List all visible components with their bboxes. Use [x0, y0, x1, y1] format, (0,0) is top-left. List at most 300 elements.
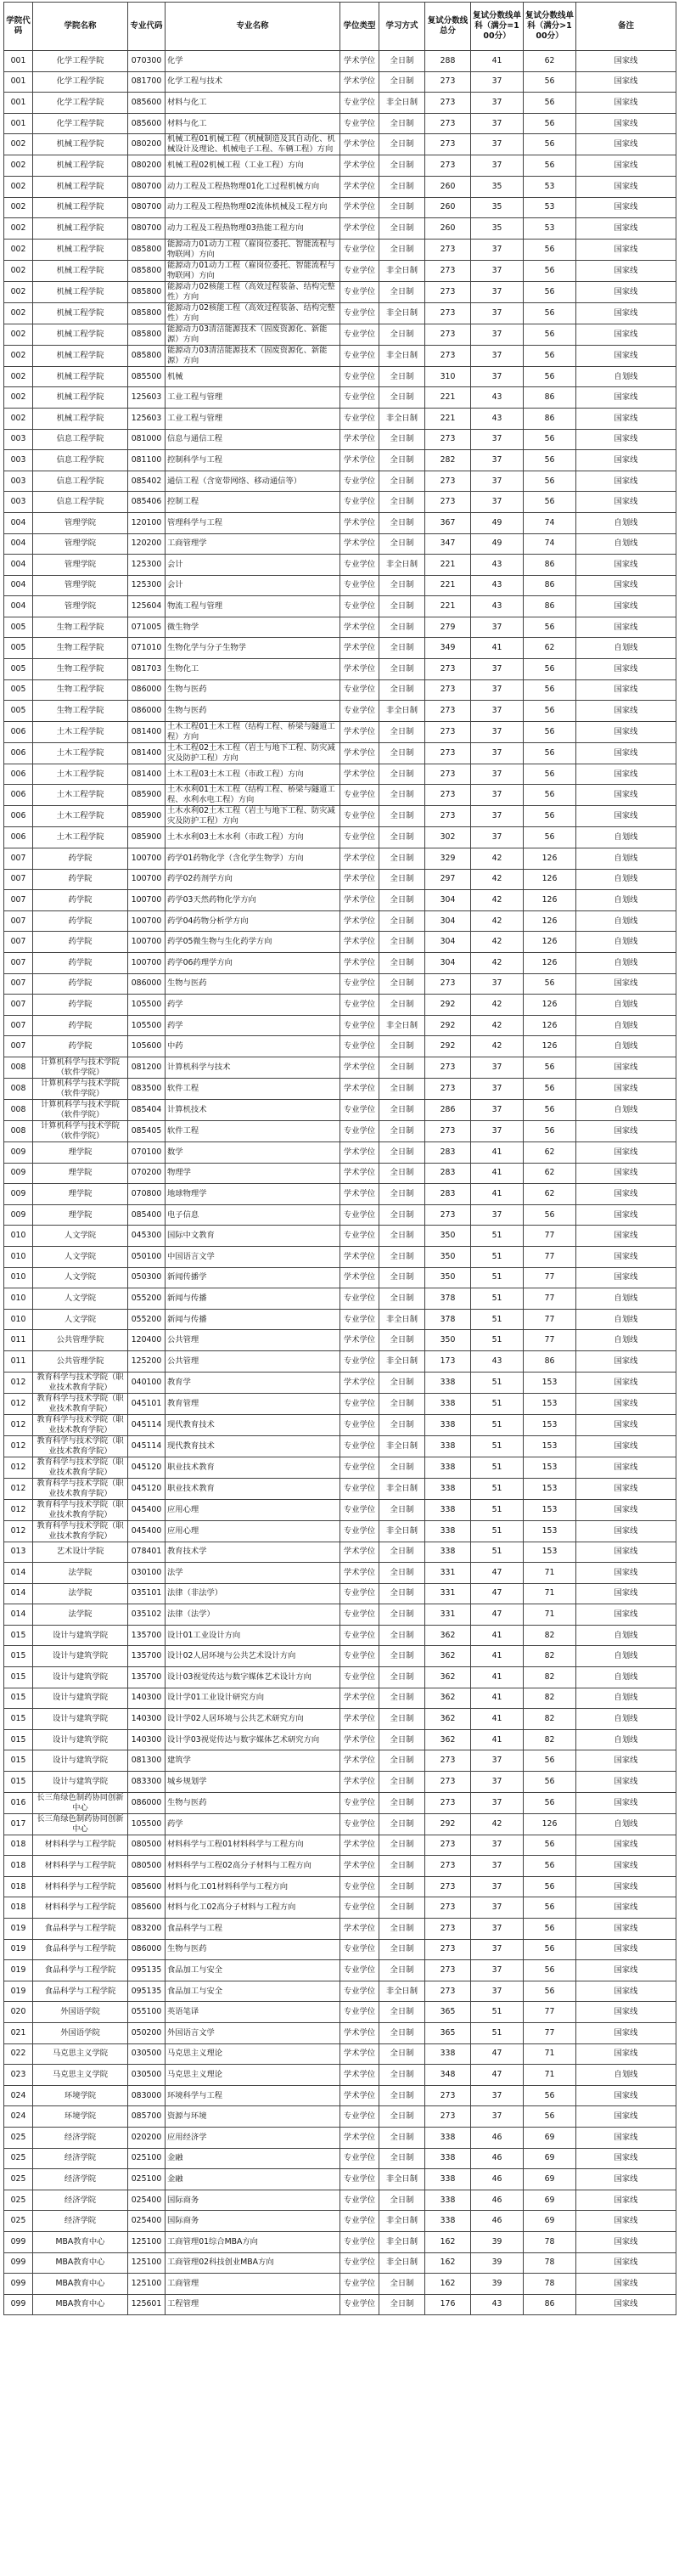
college-name-cell: 教育科学与技术学院（职业技术教育学院）	[33, 1372, 128, 1393]
single-line-100-cell: 51	[471, 1414, 524, 1435]
degree-type-cell: 专业学位	[340, 281, 379, 302]
major-code-cell: 095135	[128, 1960, 166, 1981]
single-line-150-cell: 82	[524, 1646, 576, 1667]
major-name-cell: 会计	[166, 575, 340, 596]
single-line-150-cell: 56	[524, 1057, 576, 1078]
study-mode-cell: 全日制	[379, 1372, 425, 1393]
college-name-cell: 信息工程学院	[33, 492, 128, 513]
study-mode-cell: 全日制	[379, 2127, 425, 2148]
college-name-cell: 机械工程学院	[33, 302, 128, 324]
total-line-cell: 338	[425, 1499, 471, 1520]
study-mode-cell: 非全日制	[379, 1350, 425, 1372]
remark-cell: 国家线	[576, 1563, 676, 1584]
degree-type-cell: 专业学位	[340, 2211, 379, 2232]
college-code-cell: 003	[4, 429, 33, 450]
college-code-cell: 007	[4, 869, 33, 890]
total-line-cell: 162	[425, 2274, 471, 2295]
degree-type-cell: 学术学位	[340, 1919, 379, 1940]
total-line-cell: 273	[425, 260, 471, 281]
study-mode-cell: 全日制	[379, 533, 425, 555]
total-line-cell: 273	[425, 1919, 471, 1940]
college-code-cell: 005	[4, 617, 33, 638]
single-line-150-cell: 126	[524, 1036, 576, 1057]
college-code-cell: 010	[4, 1246, 33, 1267]
study-mode-cell: 全日制	[379, 827, 425, 848]
single-line-100-cell: 51	[471, 1520, 524, 1542]
college-name-cell: 药学院	[33, 1015, 128, 1036]
single-line-150-cell: 56	[524, 1897, 576, 1919]
college-code-cell: 002	[4, 324, 33, 345]
major-code-cell: 085900	[128, 785, 166, 806]
major-code-cell: 020200	[128, 2127, 166, 2148]
total-line-cell: 329	[425, 848, 471, 870]
degree-type-cell: 专业学位	[340, 2148, 379, 2169]
single-line-100-cell: 37	[471, 366, 524, 387]
college-code-cell: 019	[4, 1939, 33, 1960]
degree-type-cell: 专业学位	[340, 260, 379, 281]
table-row	[4, 1981, 676, 2002]
college-name-cell: 生物工程学院	[33, 617, 128, 638]
study-mode-cell: 非全日制	[379, 345, 425, 366]
major-code-cell: 045400	[128, 1520, 166, 1542]
single-line-100-cell: 46	[471, 2148, 524, 2169]
remark-cell: 自划线	[576, 1288, 676, 1310]
single-line-150-cell: 56	[524, 721, 576, 742]
single-line-100-cell: 51	[471, 1330, 524, 1351]
major-name-cell: 物流工程与管理	[166, 596, 340, 617]
study-mode-cell: 非全日制	[379, 1520, 425, 1542]
single-line-150-cell: 153	[524, 1393, 576, 1414]
table-row	[4, 1646, 676, 1667]
remark-cell: 国家线	[576, 51, 676, 72]
college-name-cell: 计算机科学与技术学院（软件学院）	[33, 1099, 128, 1120]
table-row	[4, 93, 676, 114]
college-code-cell: 012	[4, 1478, 33, 1499]
major-name-cell: 新闻与传播	[166, 1288, 340, 1310]
college-name-cell: 马克思主义学院	[33, 2065, 128, 2086]
table-row	[4, 260, 676, 281]
single-line-150-cell: 56	[524, 1078, 576, 1099]
study-mode-cell: 全日制	[379, 176, 425, 197]
college-name-cell: 化学工程学院	[33, 71, 128, 93]
study-mode-cell: 非全日制	[379, 1981, 425, 2002]
remark-cell: 国家线	[576, 596, 676, 617]
major-code-cell: 083200	[128, 1919, 166, 1940]
single-line-150-cell: 86	[524, 555, 576, 576]
major-name-cell: 药学03天然药物化学方向	[166, 890, 340, 911]
total-line-cell: 273	[425, 492, 471, 513]
degree-type-cell: 学术学位	[340, 2043, 379, 2065]
major-name-cell: 应用心理	[166, 1520, 340, 1542]
major-name-cell: 动力工程及工程热物理01化工过程机械方向	[166, 176, 340, 197]
single-line-100-cell: 41	[471, 51, 524, 72]
degree-type-cell: 专业学位	[340, 2190, 379, 2211]
degree-type-cell: 学术学位	[340, 742, 379, 764]
college-name-cell: 土木工程学院	[33, 806, 128, 827]
college-code-cell: 002	[4, 260, 33, 281]
degree-type-cell: 学术学位	[340, 764, 379, 785]
college-name-cell: 机械工程学院	[33, 239, 128, 260]
major-code-cell: 030500	[128, 2065, 166, 2086]
college-name-cell: 机械工程学院	[33, 134, 128, 155]
study-mode-cell: 全日制	[379, 848, 425, 870]
college-code-cell: 025	[4, 2127, 33, 2148]
single-line-100-cell: 42	[471, 1015, 524, 1036]
college-name-cell: 材料科学与工程学院	[33, 1876, 128, 1897]
table-row	[4, 890, 676, 911]
major-name-cell: 应用心理	[166, 1499, 340, 1520]
remark-cell: 自划线	[576, 1330, 676, 1351]
degree-type-cell: 学术学位	[340, 932, 379, 953]
college-name-cell: 机械工程学院	[33, 345, 128, 366]
single-line-150-cell: 56	[524, 1876, 576, 1897]
remark-cell: 国家线	[576, 2211, 676, 2232]
college-name-cell: 食品科学与工程学院	[33, 1981, 128, 2002]
single-line-150-cell: 77	[524, 1267, 576, 1288]
remark-cell: 国家线	[576, 345, 676, 366]
remark-cell: 国家线	[576, 1372, 676, 1393]
single-line-150-cell: 77	[524, 1288, 576, 1310]
degree-type-cell: 专业学位	[340, 1981, 379, 2002]
remark-cell: 国家线	[576, 1120, 676, 1141]
major-name-cell: 能源动力02核能工程（高效过程装备、结构完整性）方向	[166, 281, 340, 302]
study-mode-cell: 全日制	[379, 1583, 425, 1604]
study-mode-cell: 全日制	[379, 1960, 425, 1981]
study-mode-cell: 全日制	[379, 617, 425, 638]
study-mode-cell: 全日制	[379, 366, 425, 387]
single-line-100-cell: 37	[471, 239, 524, 260]
major-code-cell: 086000	[128, 1939, 166, 1960]
remark-cell: 自划线	[576, 869, 676, 890]
major-name-cell: 计算机科学与技术	[166, 1057, 340, 1078]
study-mode-cell: 全日制	[379, 1330, 425, 1351]
single-line-100-cell: 35	[471, 218, 524, 240]
major-code-cell: 095135	[128, 1981, 166, 2002]
major-name-cell: 药学04药物分析学方向	[166, 910, 340, 932]
col-single-line-100: 复试分数线单科（满分=100分）	[471, 3, 524, 51]
single-line-100-cell: 43	[471, 596, 524, 617]
total-line-cell: 273	[425, 701, 471, 722]
total-line-cell: 273	[425, 471, 471, 492]
study-mode-cell: 全日制	[379, 492, 425, 513]
major-name-cell: 土木工程01土木工程（结构工程、桥梁与隧道工程）方向	[166, 721, 340, 742]
table-row	[4, 2065, 676, 2086]
table-row	[4, 1163, 676, 1184]
college-code-cell: 024	[4, 2085, 33, 2106]
degree-type-cell: 专业学位	[340, 1499, 379, 1520]
col-degree-type: 学位类型	[340, 3, 379, 51]
single-line-150-cell: 56	[524, 471, 576, 492]
major-name-cell: 职业技术教育	[166, 1478, 340, 1499]
remark-cell: 国家线	[576, 2085, 676, 2106]
single-line-150-cell: 126	[524, 995, 576, 1016]
college-code-cell: 006	[4, 742, 33, 764]
single-line-150-cell: 86	[524, 575, 576, 596]
total-line-cell: 338	[425, 2169, 471, 2190]
college-name-cell: 法学院	[33, 1563, 128, 1584]
college-name-cell: 理学院	[33, 1204, 128, 1226]
table-row	[4, 2085, 676, 2106]
major-name-cell: 动力工程及工程热物理02流体机械及工程方向	[166, 197, 340, 218]
remark-cell: 自划线	[576, 1646, 676, 1667]
single-line-100-cell: 37	[471, 827, 524, 848]
single-line-150-cell: 56	[524, 1960, 576, 1981]
single-line-150-cell: 56	[524, 1750, 576, 1772]
college-name-cell: 计算机科学与技术学院（软件学院）	[33, 1057, 128, 1078]
degree-type-cell: 专业学位	[340, 1457, 379, 1478]
college-name-cell: 理学院	[33, 1163, 128, 1184]
single-line-150-cell: 77	[524, 1246, 576, 1267]
single-line-150-cell: 56	[524, 281, 576, 302]
college-name-cell: MBA教育中心	[33, 2231, 128, 2252]
total-line-cell: 283	[425, 1184, 471, 1205]
college-code-cell: 011	[4, 1330, 33, 1351]
single-line-100-cell: 35	[471, 197, 524, 218]
single-line-100-cell: 37	[471, 785, 524, 806]
college-code-cell: 012	[4, 1520, 33, 1542]
table-row	[4, 1478, 676, 1499]
college-name-cell: 人文学院	[33, 1246, 128, 1267]
table-row	[4, 1204, 676, 1226]
single-line-150-cell: 56	[524, 1919, 576, 1940]
major-name-cell: 工业工程与管理	[166, 408, 340, 429]
major-name-cell: 机械工程02机械工程（工业工程）方向	[166, 155, 340, 177]
college-code-cell: 022	[4, 2043, 33, 2065]
study-mode-cell: 非全日制	[379, 1435, 425, 1457]
study-mode-cell: 非全日制	[379, 2169, 425, 2190]
major-code-cell: 085900	[128, 827, 166, 848]
major-name-cell: 会计	[166, 555, 340, 576]
degree-type-cell: 学术学位	[340, 1141, 379, 1163]
table-row	[4, 1141, 676, 1163]
single-line-100-cell: 43	[471, 555, 524, 576]
college-code-cell: 008	[4, 1120, 33, 1141]
single-line-100-cell: 37	[471, 1120, 524, 1141]
degree-type-cell: 专业学位	[340, 1667, 379, 1688]
total-line-cell: 273	[425, 324, 471, 345]
remark-cell: 国家线	[576, 2106, 676, 2128]
major-name-cell: 新闻传播学	[166, 1267, 340, 1288]
study-mode-cell: 全日制	[379, 1141, 425, 1163]
college-code-cell: 005	[4, 638, 33, 659]
remark-cell: 国家线	[576, 324, 676, 345]
remark-cell: 国家线	[576, 113, 676, 134]
table-row	[4, 2274, 676, 2295]
major-name-cell: 食品加工与安全	[166, 1981, 340, 2002]
table-row	[4, 2148, 676, 2169]
major-name-cell: 机械工程01机械工程（机械制造及其自动化、机械设计及理论、机械电子工程、车辆工程）方向	[166, 134, 340, 155]
major-code-cell: 125604	[128, 596, 166, 617]
remark-cell: 国家线	[576, 71, 676, 93]
single-line-100-cell: 37	[471, 1897, 524, 1919]
total-line-cell: 273	[425, 2106, 471, 2128]
major-code-cell: 125100	[128, 2231, 166, 2252]
total-line-cell: 362	[425, 1709, 471, 1730]
single-line-150-cell: 82	[524, 1688, 576, 1709]
single-line-100-cell: 37	[471, 764, 524, 785]
table-row	[4, 1709, 676, 1730]
single-line-100-cell: 51	[471, 1309, 524, 1330]
table-row	[4, 1393, 676, 1414]
single-line-150-cell: 56	[524, 617, 576, 638]
single-line-150-cell: 62	[524, 1141, 576, 1163]
study-mode-cell: 全日制	[379, 1099, 425, 1120]
col-major-name: 专业名称	[166, 3, 340, 51]
college-code-cell: 012	[4, 1414, 33, 1435]
college-name-cell: 药学院	[33, 932, 128, 953]
college-name-cell: 人文学院	[33, 1309, 128, 1330]
study-mode-cell: 全日制	[379, 1414, 425, 1435]
major-name-cell: 生物与医药	[166, 1792, 340, 1813]
college-code-cell: 005	[4, 659, 33, 680]
college-name-cell: 经济学院	[33, 2169, 128, 2190]
table-row	[4, 155, 676, 177]
remark-cell: 国家线	[576, 721, 676, 742]
remark-cell: 国家线	[576, 1141, 676, 1163]
major-name-cell: 中国语言文学	[166, 1246, 340, 1267]
single-line-150-cell: 153	[524, 1478, 576, 1499]
remark-cell: 国家线	[576, 1897, 676, 1919]
single-line-100-cell: 37	[471, 134, 524, 155]
college-name-cell: 马克思主义学院	[33, 2043, 128, 2065]
single-line-150-cell: 62	[524, 1184, 576, 1205]
table-row	[4, 1414, 676, 1435]
college-name-cell: 机械工程学院	[33, 197, 128, 218]
college-code-cell: 025	[4, 2211, 33, 2232]
college-code-cell: 099	[4, 2274, 33, 2295]
college-code-cell: 009	[4, 1163, 33, 1184]
degree-type-cell: 专业学位	[340, 492, 379, 513]
total-line-cell: 338	[425, 1520, 471, 1542]
single-line-150-cell: 56	[524, 260, 576, 281]
study-mode-cell: 全日制	[379, 324, 425, 345]
total-line-cell: 350	[425, 1246, 471, 1267]
single-line-150-cell: 153	[524, 1435, 576, 1457]
college-code-cell: 013	[4, 1542, 33, 1563]
study-mode-cell: 全日制	[379, 1919, 425, 1940]
remark-cell: 国家线	[576, 742, 676, 764]
major-name-cell: 金融	[166, 2148, 340, 2169]
college-name-cell: 教育科学与技术学院（职业技术教育学院）	[33, 1414, 128, 1435]
table-row	[4, 2043, 676, 2065]
total-line-cell: 338	[425, 2148, 471, 2169]
study-mode-cell: 全日制	[379, 429, 425, 450]
table-row	[4, 71, 676, 93]
table-row	[4, 1288, 676, 1310]
total-line-cell: 273	[425, 1792, 471, 1813]
degree-type-cell: 专业学位	[340, 1036, 379, 1057]
major-name-cell: 机械	[166, 366, 340, 387]
single-line-150-cell: 153	[524, 1542, 576, 1563]
total-line-cell: 304	[425, 910, 471, 932]
remark-cell: 国家线	[576, 2190, 676, 2211]
table-row	[4, 1520, 676, 1542]
total-line-cell: 221	[425, 575, 471, 596]
degree-type-cell: 学术学位	[340, 2022, 379, 2043]
total-line-cell: 338	[425, 1414, 471, 1435]
major-code-cell: 125100	[128, 2252, 166, 2274]
college-code-cell: 010	[4, 1288, 33, 1310]
remark-cell: 国家线	[576, 492, 676, 513]
major-name-cell: 药学02药剂学方向	[166, 869, 340, 890]
table-row	[4, 1772, 676, 1793]
college-name-cell: 材料科学与工程学院	[33, 1835, 128, 1856]
college-name-cell: 设计与建筑学院	[33, 1709, 128, 1730]
college-name-cell: 化学工程学院	[33, 51, 128, 72]
remark-cell: 国家线	[576, 973, 676, 995]
single-line-100-cell: 39	[471, 2231, 524, 2252]
single-line-150-cell: 126	[524, 869, 576, 890]
total-line-cell: 286	[425, 1099, 471, 1120]
single-line-100-cell: 39	[471, 2274, 524, 2295]
single-line-150-cell: 77	[524, 1330, 576, 1351]
remark-cell: 国家线	[576, 1393, 676, 1414]
remark-cell: 国家线	[576, 785, 676, 806]
remark-cell: 国家线	[576, 2043, 676, 2065]
college-code-cell: 006	[4, 806, 33, 827]
major-name-cell: 土木水利02土木工程（岩土与地下工程、防灾减灾及防护工程）方向	[166, 806, 340, 827]
degree-type-cell: 学术学位	[340, 1542, 379, 1563]
total-line-cell: 273	[425, 1939, 471, 1960]
college-name-cell: MBA教育中心	[33, 2252, 128, 2274]
table-row	[4, 1856, 676, 1877]
total-line-cell: 304	[425, 932, 471, 953]
college-name-cell: 计算机科学与技术学院（软件学院）	[33, 1120, 128, 1141]
degree-type-cell: 学术学位	[340, 176, 379, 197]
degree-type-cell: 专业学位	[340, 1350, 379, 1372]
major-name-cell: 生物与医药	[166, 1939, 340, 1960]
col-total-line: 复试分数线总分	[425, 3, 471, 51]
college-name-cell: 机械工程学院	[33, 324, 128, 345]
total-line-cell: 365	[425, 2002, 471, 2023]
total-line-cell: 331	[425, 1563, 471, 1584]
study-mode-cell: 全日制	[379, 1226, 425, 1247]
major-name-cell: 工商管理02科技创业MBA方向	[166, 2252, 340, 2274]
single-line-150-cell: 56	[524, 1835, 576, 1856]
study-mode-cell: 全日制	[379, 2065, 425, 2086]
total-line-cell: 273	[425, 679, 471, 701]
total-line-cell: 362	[425, 1646, 471, 1667]
degree-type-cell: 学术学位	[340, 450, 379, 471]
table-row	[4, 2127, 676, 2148]
major-code-cell: 100700	[128, 890, 166, 911]
total-line-cell: 221	[425, 408, 471, 429]
table-row	[4, 2211, 676, 2232]
table-row	[4, 197, 676, 218]
study-mode-cell: 全日制	[379, 1036, 425, 1057]
total-line-cell: 347	[425, 533, 471, 555]
total-line-cell: 338	[425, 1372, 471, 1393]
college-name-cell: 管理学院	[33, 596, 128, 617]
remark-cell: 国家线	[576, 134, 676, 155]
single-line-100-cell: 51	[471, 1226, 524, 1247]
table-row	[4, 575, 676, 596]
single-line-150-cell: 56	[524, 659, 576, 680]
college-name-cell: 食品科学与工程学院	[33, 1960, 128, 1981]
remark-cell: 国家线	[576, 1204, 676, 1226]
college-name-cell: 机械工程学院	[33, 281, 128, 302]
major-name-cell: 药学05微生物与生化药学方向	[166, 932, 340, 953]
study-mode-cell: 全日制	[379, 2148, 425, 2169]
college-name-cell: 教育科学与技术学院（职业技术教育学院）	[33, 1499, 128, 1520]
single-line-100-cell: 37	[471, 806, 524, 827]
single-line-100-cell: 37	[471, 659, 524, 680]
total-line-cell: 292	[425, 1015, 471, 1036]
major-name-cell: 设计03视觉传达与数字媒体艺术设计方向	[166, 1667, 340, 1688]
table-row	[4, 973, 676, 995]
single-line-100-cell: 41	[471, 1163, 524, 1184]
major-name-cell: 设计01工业设计方向	[166, 1625, 340, 1646]
